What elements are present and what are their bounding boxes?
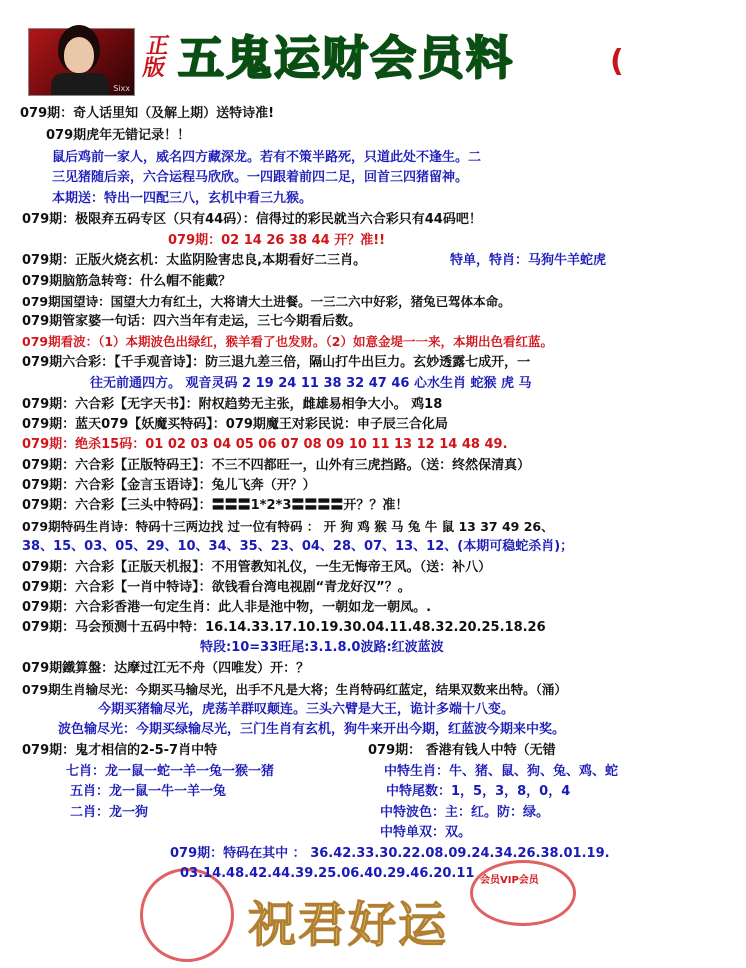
text-line: 079期：蓝天079【妖魔买特码】：079期魔王对彩民说：申子辰三合化局: [22, 417, 448, 432]
text-line: 特单，特肖：马狗牛羊蛇虎: [450, 253, 607, 268]
text-line: 079期：六合彩【正版天机报】：不用管教知礼仪，一生无悔帝王风。（送：补八）: [22, 560, 492, 575]
text-line: 03.14.48.42.44.39.25.06.40.29.46.20.11: [180, 866, 475, 881]
text-line: 079期虎年无错记录！！: [46, 128, 191, 143]
text-line: 079期国望诗：国望大力有红土，大将请大土进餐。一三二六中好彩，猪兔已驾体本命。: [22, 294, 511, 309]
text-line: 079期：六合彩【无字天书】：附权趋势无主张，雌雄易相争大小。 鸡18: [22, 397, 443, 412]
text-line: 七肖：龙一鼠一蛇一羊一兔一猴一猪: [66, 764, 275, 779]
text-line: 特段:10=33旺尾:3.1.8.0波路:红波蓝波: [200, 640, 444, 655]
text-line: 079期：绝杀15码：01 02 03 04 05 06 07 08 09 10 11 13 12 14 48 49.: [22, 437, 508, 452]
photo-watermark: Sixx: [113, 84, 130, 93]
text-line: 079期：六合彩【三头中特码】：〓〓〓1*2*3〓〓〓〓开？？准！: [22, 498, 409, 513]
text-line: 079期：特码在其中 ： 36.42.33.30.22.08.09.24.34.26.38.01.19.: [170, 846, 610, 861]
header-banner: [18, 22, 623, 100]
text-line: 079期生肖输尽光：今期买马输尽光，出手不凡是大将；生肖特码红蓝定，结果双数来出特。（涌）: [22, 682, 567, 697]
text-line: 二肖：龙一狗: [70, 805, 149, 820]
title-tail: (: [610, 44, 624, 79]
presenter-photo: [28, 28, 135, 96]
text-line: 中特生肖：牛、猪、鼠、狗、兔、鸡、蛇: [384, 764, 619, 779]
text-line: 38、15、03、05、29、10、34、35、23、04、28、07、13、12、(本期可稳蛇杀肖)；: [22, 539, 574, 554]
text-line: 今期买猪输尽光，虎荡羊群叹颠连。三头六臂是大王，诡计多端十八变。: [98, 702, 515, 717]
text-line: 中特波色：主：红。防：绿。: [380, 805, 550, 820]
text-line: 079期六合彩：【千手观音诗】：防三退九差三倍，隔山打牛出巨力。玄妙透露七成开，一: [22, 355, 531, 370]
text-line: 079期：六合彩【一肖中特诗】：欲钱看台湾电视剧“青龙好汉”？。: [22, 580, 411, 595]
text-line: 079期特码生肖诗：特码十三两边找 过一位有特码 ： 开 狗 鸡 猴 马 兔 牛 鼠 13 37 49 26、: [22, 519, 554, 534]
text-line: 079期：极限弃五码专区（只有44码）：信得过的彩民就当六合彩只有44码吧！: [22, 212, 482, 227]
text-line: 079期：六合彩【金言玉语诗】：兔儿飞奔（开？）: [22, 478, 316, 493]
text-line: 079期：正版火烧玄机：太监阴险害忠良,本期看好二三肖。: [22, 253, 367, 268]
red-stamp-right: [470, 860, 576, 926]
text-line: 079期看波：（1）本期波色出绿红，猴羊看了也发财。（2）如意金堤一一来，本期出色看红蓝。: [22, 334, 553, 349]
text-line: 079期脑筋急转弯：什么帽不能戴？: [22, 274, 232, 289]
text-line: 中特单双：双。: [380, 825, 472, 840]
text-line: 079期管家婆一句话：四六当年有走运，三七今期看后数。: [22, 314, 362, 329]
page-title: 五鬼运财会员料: [178, 31, 514, 85]
text-line: 079期：六合彩香港一句定生肖：此人非是池中物，一朝如龙一朝凤。.: [22, 600, 432, 615]
text-line: 往无前通四方。 观音灵码 2 19 24 11 38 32 47 46 心水生肖 蛇猴 虎 马: [90, 376, 532, 391]
slogan: 祝君好运: [248, 897, 449, 953]
text-line: 079期：02 14 26 38 44 开？准!!: [168, 233, 386, 248]
text-line: 波色输尽光：今期买绿输尽光，三门生肖有玄机，狗牛来开出今期，红蓝波今期来中奖。: [58, 722, 566, 737]
text-line: 079期： 香港有钱人中特（无错: [368, 743, 556, 758]
text-line: 中特尾数：1，5，3，8，0，4: [386, 784, 571, 799]
text-line: 079期：鬼才相信的2-5-7肖中特: [22, 743, 218, 758]
text-line: 079期：六合彩【正版特码王】：不三不四都旺一，山外有三虎挡路。（送：终然保清真）: [22, 458, 531, 473]
text-line: 鼠后鸡前一家人，威名四方藏深龙。若有不策半路死，只道此处不逢生。二: [52, 150, 482, 165]
text-line: 079期：马会预测十五码中特：16.14.33.17.10.19.30.04.11.48.32.20.25.18.26: [22, 620, 546, 635]
text-line: 三见猪随后亲，六合运程马欣欣。一四跟着前四二足，回首三四猪留神。: [52, 170, 469, 185]
text-line: 079期鐵算盤：达摩过江无不舟（四唯发）开：？: [22, 661, 310, 676]
text-line: 本期送：特出一四配三八，玄机中看三九猴。: [52, 191, 313, 206]
text-line: 五肖：龙一鼠一牛一羊一兔: [70, 784, 227, 799]
text-line: 079期：奇人话里知（及解上期）送特诗准!: [20, 106, 275, 121]
zhengban-badge: 正版: [140, 34, 172, 81]
stamp-text: 会员VIP会员: [480, 875, 539, 886]
